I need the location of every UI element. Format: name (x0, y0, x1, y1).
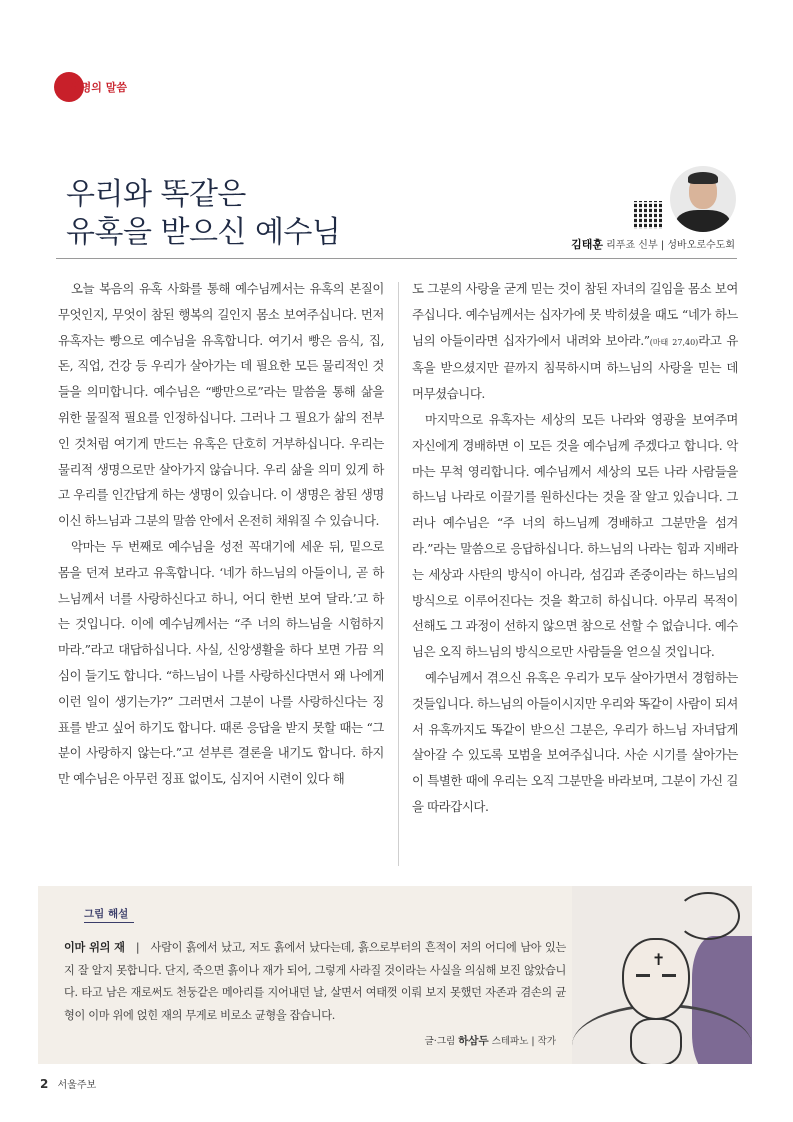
paragraph-text: 도 그분의 사랑을 굳게 믿는 것이 참된 자녀의 길임을 몸소 보여주십니다. 예수님께서는 십자가에 못 박히셨을 때도 “네가 하느님의 아들이라면 십자가에서 내려와 보아라.” (412, 281, 738, 348)
credit-role: 스테파노 | 작가 (491, 1036, 556, 1047)
caption-heading: 그림 해설 (84, 908, 129, 920)
artwork-painting: ✝ (572, 886, 752, 1064)
caption-text (64, 936, 566, 1027)
credit-prefix: 글·그림 (424, 1036, 456, 1047)
author-role: 리푸죠 신부 (606, 240, 658, 251)
section-label: 생명의 말씀 (70, 81, 127, 94)
paragraph: 예수님께서 겪으신 유혹은 우리가 모두 살아가면서 경험하는 것들입니다. 하느님의 아들이시지만 우리와 똑같이 사람이 되셔서 유혹까지도 똑같이 받으신 그분은, 우리가 하느님 자녀답게 살아갈 수 있도록 모범을 보여주십니다. 사순 시기를 살아가는 이 특별한 때에 우리는 오직 그분만을 바라보며, 그분이 가신 길을 따라갑시다. (412, 669, 738, 814)
credit-name: 하삼두 (458, 1035, 489, 1047)
paragraph-continued (412, 276, 738, 407)
paragraph: 악마는 두 번째로 예수님을 성전 꼭대기에 세운 뒤, 밑으로 몸을 던져 보라고 유혹합니다. ‘네가 하느님의 아들이니, 곧 하느님께서 너를 사랑하신다고 하니, 어디 한번 보여 달라.’고 하는 것입니다. 이에 예수님께서는 “주 너의 하느님을 시험하지 마라.”라고 대답하십니다. 사실, 신앙생활을 하다 보면 가끔 의심이 들기도 합니다. “하느님이 나를 사랑하신다면서 왜 나에게 이런 일이 생기는가?” 그러면서 그분이 나를 사랑하신다는 징표를 받고 싶어 하기도 합니다. 때론 응답을 받지 못할 때는 “그분이 사랑하지 않는다.”고 섣부른 결론을 내기도 합니다. 하지만 예수님은 아무런 징표 없이도, 심지어 시련이 있다 해 (58, 538, 384, 787)
author-avatar (670, 166, 736, 232)
page-number: 2 (40, 1077, 49, 1091)
qr-code-icon[interactable] (634, 201, 662, 229)
caption-body: 사람이 흙에서 났고, 저도 흙에서 났다는데, 흙으로부터의 흔적이 저의 어디에 남아 있는지 잘 알지 못합니다. 단지, 죽으면 흙이나 재가 되어, 그렇게 사라질 것이라는 사실을 의심해 보진 않았습니다. 타고 남은 재로써도 천둥같은 메아리를 지어내던 날, 살면서 여태껏 이뤄 보지 못했던 자존과 겸손의 균형이 이마 위에 얹힌 재의 무게로 비로소 균형을 잡습니다. (64, 941, 566, 1022)
page-footer (40, 1076, 96, 1091)
author-parish: 성바오로수도회 (667, 240, 735, 251)
header-rule (56, 258, 737, 259)
column-divider (398, 282, 399, 866)
article-column-left (58, 276, 384, 792)
caption-separator: | (135, 941, 140, 954)
title-line-1: 우리와 똑같은 (66, 177, 246, 212)
article-column-right (412, 276, 738, 820)
author-name: 김태훈 (571, 238, 603, 251)
paragraph: 오늘 복음의 유혹 사화를 통해 예수님께서는 유혹의 본질이 무엇인지, 무엇이 참된 행복의 길인지 몸소 보여주십니다. 먼저 유혹자는 빵으로 예수님을 유혹합니다. 여기서 빵은 음식, 집, 돈, 직업, 건강 등 우리가 살아가는 데 필요한 모든 물리적인 것들을 의미합니다. 예수님은 “빵만으로”라는 말씀을 통해 삶을 위한 물질적 필요를 인정하십니다. 그러나 그 필요가 삶의 전부인 것처럼 여기게 만드는 유혹은 단호히 거부하십니다. 우리는 물리적 생명으로만 살아가지 않습니다. 우리 삶을 의미 있게 하고 우리를 인간답게 하는 생명이 있습니다. 이 생명은 참된 생명이신 하느님과 그분의 말씀 안에서 온전히 채워질 수 있습니다. (58, 281, 384, 529)
byline-separator: | (660, 240, 668, 251)
caption-lead: 이마 위의 재 (64, 940, 125, 954)
artwork-caption-box (38, 886, 752, 1064)
caption-credit (425, 1033, 556, 1048)
article-title (66, 176, 340, 252)
paragraph: 마지막으로 유혹자는 세상의 모든 나라와 영광을 보여주며 자신에게 경배하면 이 모든 것을 예수님께 주겠다고 합니다. 악마는 무척 영리합니다. 예수님께서 세상의 모든 나라 사람들을 하느님 나라로 이끌기를 원하신다는 것을 잘 알고 있습니다. 그러나 예수님은 “주 너의 하느님께 경배하고 그분만을 섬겨라.”라는 말씀으로 응답하십니다. 하느님의 나라는 힘과 지배라는 세상과 사탄의 방식이 아니라, 섬김과 존중이라는 하느님의 방식으로 이루어진다는 것을 확고히 하십니다. 아무리 목적이 선해도 그 과정이 선하지 않으면 참으로 선할 수 없습니다. 예수님은 오직 하느님의 방식으로만 사람들을 얻으실 것입니다. (412, 411, 738, 660)
caption-heading-rule (84, 922, 134, 923)
paragraph-text: 라고 유혹을 받으셨지만 끝까지 침묵하시며 하느님의 사랑을 믿는 데 머무셨습니다. (412, 332, 738, 402)
publication-name: 서울주보 (57, 1080, 97, 1091)
bible-reference: (마태 27,40) (649, 337, 699, 347)
title-line-2: 유혹을 받으신 예수님 (66, 215, 341, 250)
author-byline (571, 236, 735, 252)
